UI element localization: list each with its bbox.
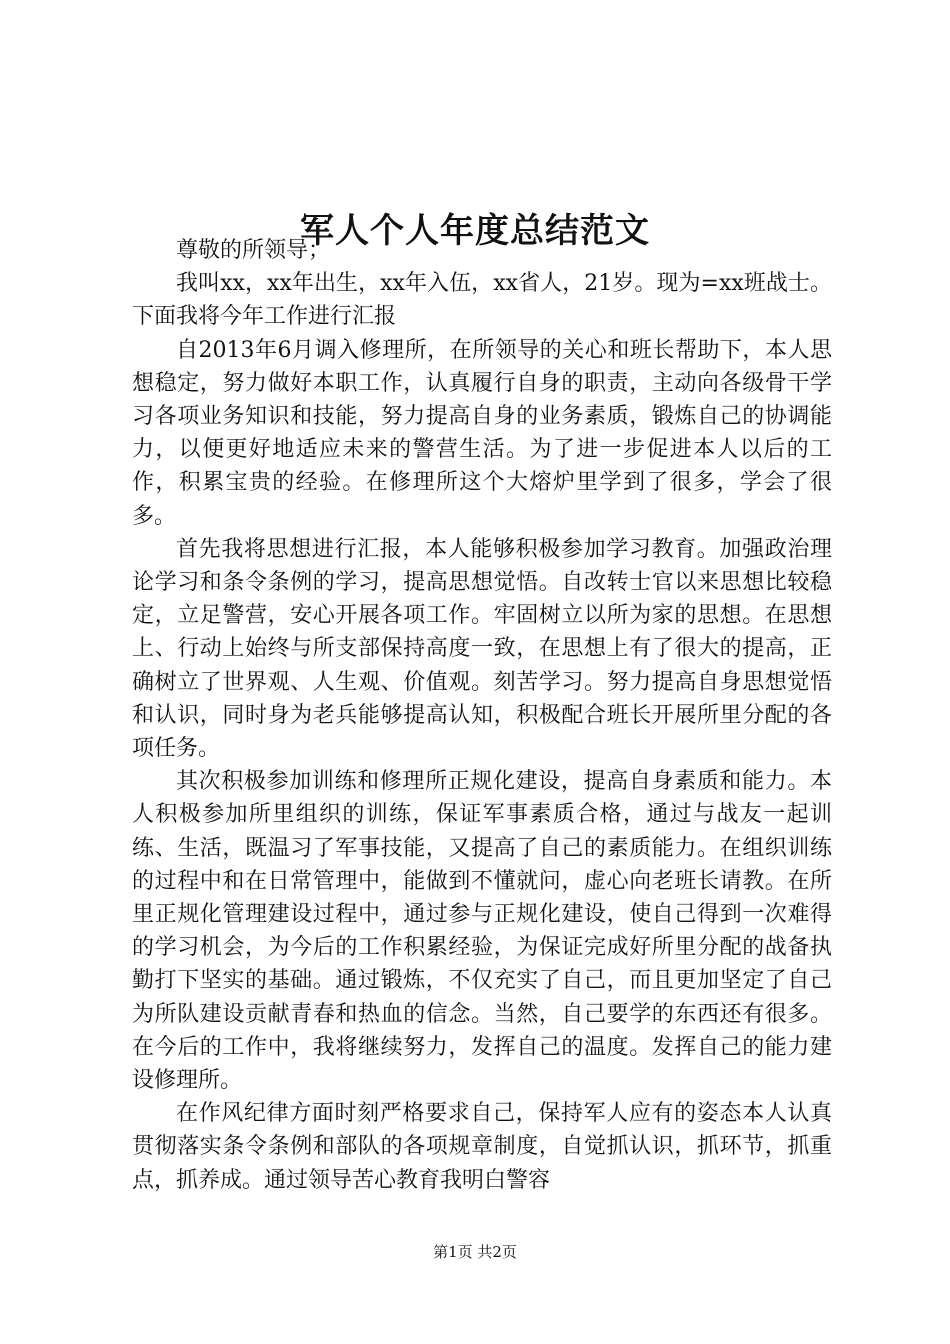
paragraph-training: 其次积极参加训练和修理所正规化建设，提高自身素质和能力。本人积极参加所里组织的训练，保证军事素质合格，通过与战友一起训练、生活，既温习了军事技能，又提高了自己的素质能力。在组织训练的过程中和在日常管理中，能做到不懂就问，虚心向老班长请教。在所里正规化管理建设过程中，通过参与正规化建设，使自己得到一次难得的学习机会，为今后的工作积累经验，为保证完成好所里分配的战备执勤打下坚实的基础。通过锻炼，不仅充实了自己，而且更加坚定了自己为所队建设贡献青春和热血的信念。当然，自己要学的东西还有很多。在今后的工作中，我将继续努力，发挥自己的温度。发挥自己的能力建设修理所。 <box>132 769 832 1094</box>
document-body <box>132 234 832 1197</box>
paragraph-introduction: 我叫xx，xx年出生，xx年入伍，xx省人，21岁。现为=xx班战士。下面我将今年工作进行汇报 <box>132 271 832 330</box>
paragraph-discipline: 在作风纪律方面时刻严格要求自己，保持军人应有的姿态本人认真贯彻落实条令条例和部队的各项规章制度，自觉抓认识，抓环节，抓重点，抓养成。通过领导苦心教育我明白警容 <box>132 1101 832 1193</box>
document-title: 军人个人年度总结范文 <box>300 210 650 251</box>
paragraph-thought: 首先我将思想进行汇报，本人能够积极参加学习教育。加强政治理论学习和条令条例的学习，提高思想觉悟。自改转士官以来思想比较稳定，立足警营，安心开展各项工作。牢固树立以所为家的思想。在思想上、行动上始终与所支部保持高度一致，在思想上有了很大的提高，正确树立了世界观、人生观、价值观。刻苦学习。努力提高自身思想觉悟和认识，同时身为老兵能够提高认知，积极配合班长开展所里分配的各项任务。 <box>132 536 832 762</box>
paragraph-salutation: 尊敬的所领导； <box>176 238 331 263</box>
paragraph-overview: 自2013年6月调入修理所，在所领导的关心和班长帮助下，本人思想稳定，努力做好本职工作，认真履行自身的职责，主动向各级骨干学习各项业务知识和技能，努力提高自身的业务素质，锻炼自己的协调能力，以便更好地适应未来的警营生活。为了进一步促进本人以后的工作，积累宝贵的经验。在修理所这个大熔炉里学到了很多，学会了很多。 <box>132 337 832 529</box>
page-number-footer: 第1页 共2页 <box>433 1243 517 1261</box>
